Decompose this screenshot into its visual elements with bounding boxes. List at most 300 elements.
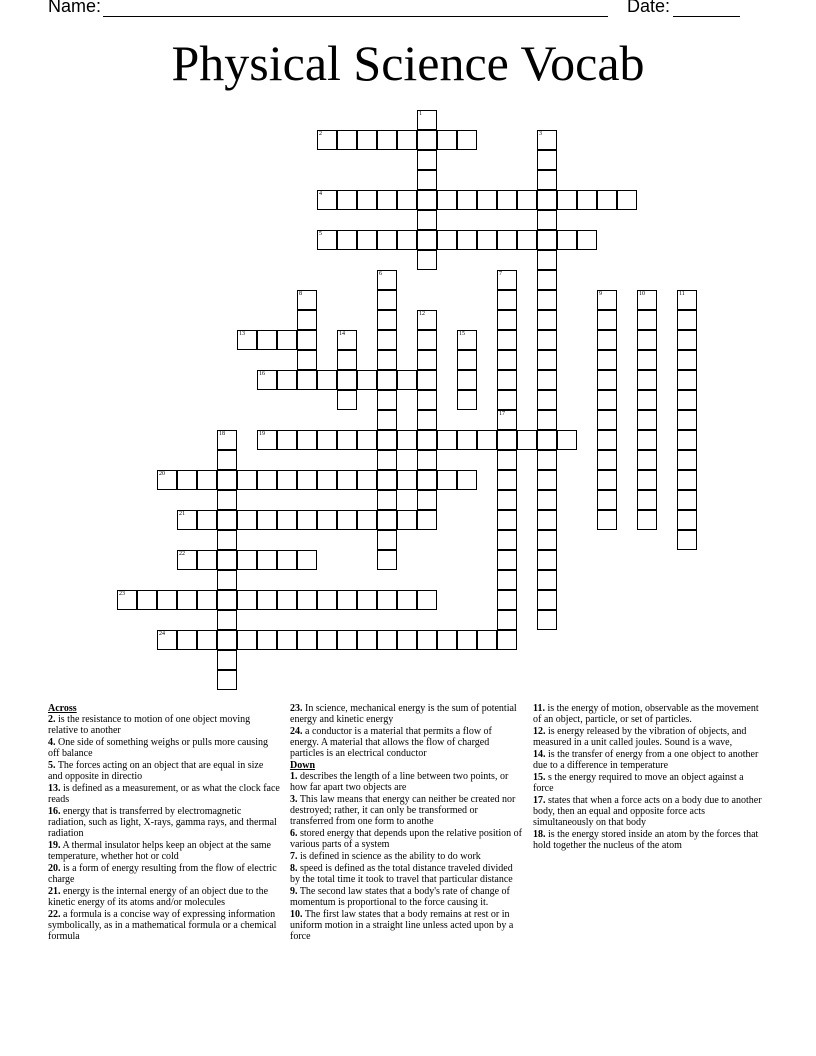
grid-cell[interactable] bbox=[677, 510, 697, 530]
grid-cell[interactable] bbox=[357, 130, 377, 150]
grid-cell[interactable] bbox=[217, 430, 237, 450]
grid-cell[interactable] bbox=[157, 590, 177, 610]
grid-cell[interactable] bbox=[357, 510, 377, 530]
date-label: Date: bbox=[627, 0, 671, 16]
grid-cell[interactable] bbox=[357, 190, 377, 210]
grid-cell[interactable] bbox=[397, 130, 417, 150]
grid-cell[interactable] bbox=[537, 250, 557, 270]
grid-cell[interactable] bbox=[537, 390, 557, 410]
grid-cell[interactable] bbox=[617, 190, 637, 210]
grid-cell[interactable] bbox=[377, 430, 397, 450]
grid-cell[interactable] bbox=[497, 490, 517, 510]
grid-cell[interactable] bbox=[237, 630, 257, 650]
grid-cell[interactable] bbox=[317, 470, 337, 490]
grid-cell[interactable] bbox=[597, 490, 617, 510]
grid-cell[interactable] bbox=[417, 410, 437, 430]
grid-cell[interactable] bbox=[297, 310, 317, 330]
clue-item-text: In science, mechanical energy is the sum of potential energy and kinetic energy bbox=[290, 703, 517, 725]
grid-cell[interactable] bbox=[377, 390, 397, 410]
grid-cell[interactable] bbox=[477, 430, 497, 450]
grid-cell[interactable] bbox=[277, 370, 297, 390]
grid-cell[interactable] bbox=[637, 410, 657, 430]
grid-cell[interactable] bbox=[497, 230, 517, 250]
grid-cell[interactable] bbox=[557, 190, 577, 210]
grid-cell[interactable] bbox=[637, 350, 657, 370]
grid-cell[interactable] bbox=[297, 470, 317, 490]
grid-cell[interactable] bbox=[437, 190, 457, 210]
grid-cell[interactable] bbox=[677, 530, 697, 550]
grid-cell[interactable] bbox=[377, 350, 397, 370]
grid-cell[interactable] bbox=[477, 230, 497, 250]
grid-cell[interactable] bbox=[237, 590, 257, 610]
clue-item-text: is the transfer of energy from a one object to another due to a difference in temperature bbox=[533, 749, 759, 771]
grid-cell[interactable] bbox=[277, 430, 297, 450]
clue-number: 5 bbox=[319, 231, 322, 237]
grid-cell[interactable] bbox=[337, 350, 357, 370]
clue-number: 14 bbox=[339, 331, 345, 337]
grid-cell[interactable] bbox=[257, 590, 277, 610]
grid-cell[interactable] bbox=[497, 530, 517, 550]
grid-cell[interactable] bbox=[257, 630, 277, 650]
grid-cell[interactable] bbox=[497, 370, 517, 390]
grid-cell[interactable] bbox=[377, 630, 397, 650]
grid-cell[interactable] bbox=[597, 430, 617, 450]
grid-cell[interactable] bbox=[497, 190, 517, 210]
grid-cell[interactable] bbox=[137, 590, 157, 610]
grid-cell[interactable] bbox=[417, 190, 437, 210]
grid-cell[interactable] bbox=[577, 190, 597, 210]
clue-item-text: This law means that energy can neither be created nor destroyed; rather, it can only be transformed or transferred from one form to anothe bbox=[290, 794, 516, 827]
clue-number: 13 bbox=[239, 331, 245, 337]
clue-item-number: 2. bbox=[48, 714, 56, 725]
grid-cell[interactable] bbox=[257, 370, 277, 390]
grid-cell[interactable] bbox=[337, 330, 357, 350]
grid-cell[interactable] bbox=[377, 290, 397, 310]
name-label: Name: bbox=[48, 0, 102, 16]
grid-cell[interactable] bbox=[537, 210, 557, 230]
grid-cell[interactable] bbox=[497, 510, 517, 530]
grid-cell[interactable] bbox=[637, 510, 657, 530]
grid-cell[interactable] bbox=[357, 370, 377, 390]
grid-cell[interactable] bbox=[257, 550, 277, 570]
grid-cell[interactable] bbox=[117, 590, 137, 610]
grid-cell[interactable] bbox=[537, 130, 557, 150]
grid-cell[interactable] bbox=[417, 370, 437, 390]
grid-cell[interactable] bbox=[537, 290, 557, 310]
grid-cell[interactable] bbox=[277, 590, 297, 610]
grid-cell[interactable] bbox=[337, 130, 357, 150]
grid-cell[interactable] bbox=[257, 430, 277, 450]
grid-cell[interactable] bbox=[217, 570, 237, 590]
grid-cell[interactable] bbox=[557, 230, 577, 250]
clue-item-number: 9. bbox=[290, 886, 298, 897]
grid-cell[interactable] bbox=[537, 570, 557, 590]
grid-cell[interactable] bbox=[357, 230, 377, 250]
grid-cell[interactable] bbox=[297, 510, 317, 530]
grid-cell[interactable] bbox=[677, 370, 697, 390]
grid-cell[interactable] bbox=[237, 330, 257, 350]
grid-cell[interactable] bbox=[257, 510, 277, 530]
clue-item-text: is the energy stored inside an atom by the forces that hold together the nucleus of the atom bbox=[533, 829, 759, 851]
grid-cell[interactable] bbox=[377, 330, 397, 350]
grid-cell[interactable] bbox=[337, 190, 357, 210]
grid-cell[interactable] bbox=[597, 290, 617, 310]
grid-cell[interactable] bbox=[397, 230, 417, 250]
grid-cell[interactable] bbox=[237, 510, 257, 530]
grid-cell[interactable] bbox=[637, 470, 657, 490]
grid-cell[interactable] bbox=[497, 390, 517, 410]
grid-cell[interactable] bbox=[357, 590, 377, 610]
grid-cell[interactable] bbox=[197, 470, 217, 490]
clue-item-text: speed is defined as the total distance traveled divided by the total time it took to travel that particular distance bbox=[290, 863, 513, 885]
grid-cell[interactable] bbox=[537, 450, 557, 470]
grid-cell[interactable] bbox=[417, 330, 437, 350]
grid-cell[interactable] bbox=[377, 470, 397, 490]
grid-cell[interactable] bbox=[517, 430, 537, 450]
grid-cell[interactable] bbox=[317, 230, 337, 250]
clue-column-1 bbox=[48, 703, 280, 943]
clue-item bbox=[533, 703, 765, 725]
grid-cell[interactable] bbox=[497, 590, 517, 610]
grid-cell[interactable] bbox=[317, 430, 337, 450]
grid-cell[interactable] bbox=[217, 550, 237, 570]
grid-cell[interactable] bbox=[377, 190, 397, 210]
grid-cell[interactable] bbox=[237, 470, 257, 490]
grid-cell[interactable] bbox=[297, 550, 317, 570]
grid-cell[interactable] bbox=[377, 410, 397, 430]
grid-cell[interactable] bbox=[457, 370, 477, 390]
clue-number: 20 bbox=[159, 471, 165, 477]
grid-cell[interactable] bbox=[357, 430, 377, 450]
grid-cell[interactable] bbox=[417, 150, 437, 170]
grid-cell[interactable] bbox=[417, 510, 437, 530]
clue-number: 18 bbox=[219, 431, 225, 437]
grid-cell[interactable] bbox=[217, 630, 237, 650]
grid-cell[interactable] bbox=[337, 510, 357, 530]
grid-cell[interactable] bbox=[417, 310, 437, 330]
grid-cell[interactable] bbox=[397, 630, 417, 650]
grid-cell[interactable] bbox=[397, 430, 417, 450]
grid-cell[interactable] bbox=[677, 430, 697, 450]
grid-cell[interactable] bbox=[317, 510, 337, 530]
grid-cell[interactable] bbox=[597, 470, 617, 490]
grid-cell[interactable] bbox=[457, 130, 477, 150]
grid-cell[interactable] bbox=[217, 650, 237, 670]
grid-cell[interactable] bbox=[637, 390, 657, 410]
grid-cell[interactable] bbox=[377, 550, 397, 570]
clue-number: 23 bbox=[119, 591, 125, 597]
grid-cell[interactable] bbox=[497, 310, 517, 330]
clue-section-heading: Across bbox=[48, 703, 77, 714]
clue-item bbox=[290, 909, 522, 942]
grid-cell[interactable] bbox=[297, 350, 317, 370]
clue-item-text: s the energy required to move an object against a force bbox=[533, 772, 744, 794]
grid-cell[interactable] bbox=[417, 450, 437, 470]
grid-cell[interactable] bbox=[497, 550, 517, 570]
grid-cell[interactable] bbox=[197, 550, 217, 570]
grid-cell[interactable] bbox=[537, 550, 557, 570]
grid-cell[interactable] bbox=[497, 630, 517, 650]
grid-cell[interactable] bbox=[317, 590, 337, 610]
grid-cell[interactable] bbox=[217, 450, 237, 470]
clue-item bbox=[48, 737, 280, 759]
grid-cell[interactable] bbox=[317, 370, 337, 390]
grid-cell[interactable] bbox=[537, 330, 557, 350]
clue-number: 4 bbox=[319, 191, 322, 197]
clue-number: 1 bbox=[419, 111, 422, 117]
grid-cell[interactable] bbox=[497, 610, 517, 630]
grid-cell[interactable] bbox=[337, 630, 357, 650]
grid-cell[interactable] bbox=[357, 630, 377, 650]
grid-cell[interactable] bbox=[457, 470, 477, 490]
grid-cell[interactable] bbox=[217, 610, 237, 630]
grid-cell[interactable] bbox=[217, 670, 237, 690]
grid-cell[interactable] bbox=[297, 370, 317, 390]
grid-cell[interactable] bbox=[537, 150, 557, 170]
grid-cell[interactable] bbox=[397, 190, 417, 210]
grid-cell[interactable] bbox=[377, 230, 397, 250]
grid-cell[interactable] bbox=[637, 290, 657, 310]
grid-cell[interactable] bbox=[437, 470, 457, 490]
grid-cell[interactable] bbox=[437, 130, 457, 150]
grid-cell[interactable] bbox=[177, 630, 197, 650]
clue-item-number: 16. bbox=[48, 806, 61, 817]
grid-cell[interactable] bbox=[417, 490, 437, 510]
grid-cell[interactable] bbox=[597, 190, 617, 210]
grid-cell[interactable] bbox=[237, 550, 257, 570]
clue-item-number: 20. bbox=[48, 863, 61, 874]
grid-cell[interactable] bbox=[537, 470, 557, 490]
grid-cell[interactable] bbox=[597, 510, 617, 530]
grid-cell[interactable] bbox=[417, 390, 437, 410]
grid-cell[interactable] bbox=[677, 350, 697, 370]
grid-cell[interactable] bbox=[497, 410, 517, 430]
grid-cell[interactable] bbox=[537, 410, 557, 430]
grid-cell[interactable] bbox=[177, 510, 197, 530]
grid-cell[interactable] bbox=[417, 130, 437, 150]
grid-cell[interactable] bbox=[537, 310, 557, 330]
grid-cell[interactable] bbox=[377, 270, 397, 290]
clue-item-text: energy that is transferred by electromagnetic radiation, such as light, X-rays, gamma rays, and thermal radiation bbox=[48, 806, 277, 839]
grid-cell[interactable] bbox=[217, 530, 237, 550]
grid-cell[interactable] bbox=[217, 490, 237, 510]
clue-item bbox=[290, 726, 522, 759]
grid-cell[interactable] bbox=[417, 210, 437, 230]
grid-cell[interactable] bbox=[537, 590, 557, 610]
grid-cell[interactable] bbox=[417, 350, 437, 370]
grid-cell[interactable] bbox=[597, 350, 617, 370]
grid-cell[interactable] bbox=[417, 630, 437, 650]
clue-item-number: 5. bbox=[48, 760, 56, 771]
grid-cell[interactable] bbox=[637, 450, 657, 470]
grid-cell[interactable] bbox=[437, 230, 457, 250]
clue-item-number: 14. bbox=[533, 749, 546, 760]
clue-item bbox=[290, 886, 522, 908]
grid-cell[interactable] bbox=[277, 550, 297, 570]
grid-cell[interactable] bbox=[377, 590, 397, 610]
grid-cell[interactable] bbox=[337, 230, 357, 250]
grid-cell[interactable] bbox=[457, 230, 477, 250]
grid-cell[interactable] bbox=[457, 430, 477, 450]
grid-cell[interactable] bbox=[157, 630, 177, 650]
grid-cell[interactable] bbox=[417, 170, 437, 190]
grid-cell[interactable] bbox=[157, 470, 177, 490]
grid-cell[interactable] bbox=[177, 470, 197, 490]
grid-cell[interactable] bbox=[277, 630, 297, 650]
grid-cell[interactable] bbox=[397, 590, 417, 610]
grid-cell[interactable] bbox=[637, 430, 657, 450]
clue-column-2 bbox=[290, 703, 522, 943]
grid-cell[interactable] bbox=[437, 430, 457, 450]
grid-cell[interactable] bbox=[217, 510, 237, 530]
grid-cell[interactable] bbox=[457, 330, 477, 350]
grid-cell[interactable] bbox=[677, 490, 697, 510]
grid-cell[interactable] bbox=[497, 570, 517, 590]
grid-cell[interactable] bbox=[277, 470, 297, 490]
grid-cell[interactable] bbox=[317, 190, 337, 210]
grid-cell[interactable] bbox=[377, 490, 397, 510]
grid-cell[interactable] bbox=[457, 630, 477, 650]
grid-cell[interactable] bbox=[497, 330, 517, 350]
grid-cell[interactable] bbox=[197, 510, 217, 530]
grid-cell[interactable] bbox=[257, 330, 277, 350]
grid-cell[interactable] bbox=[537, 370, 557, 390]
grid-cell[interactable] bbox=[637, 370, 657, 390]
grid-cell[interactable] bbox=[677, 330, 697, 350]
grid-cell[interactable] bbox=[377, 130, 397, 150]
clue-number: 11 bbox=[679, 291, 685, 297]
clue-item bbox=[533, 829, 765, 851]
clue-item bbox=[48, 886, 280, 908]
grid-cell[interactable] bbox=[557, 430, 577, 450]
grid-cell[interactable] bbox=[517, 230, 537, 250]
grid-cell[interactable] bbox=[677, 450, 697, 470]
grid-cell[interactable] bbox=[597, 450, 617, 470]
grid-cell[interactable] bbox=[637, 330, 657, 350]
grid-cell[interactable] bbox=[397, 370, 417, 390]
grid-cell[interactable] bbox=[537, 270, 557, 290]
grid-cell[interactable] bbox=[377, 510, 397, 530]
clue-item bbox=[533, 749, 765, 771]
grid-cell[interactable] bbox=[417, 110, 437, 130]
grid-cell[interactable] bbox=[537, 490, 557, 510]
grid-cell[interactable] bbox=[597, 310, 617, 330]
grid-cell[interactable] bbox=[677, 390, 697, 410]
grid-cell[interactable] bbox=[497, 450, 517, 470]
grid-cell[interactable] bbox=[197, 590, 217, 610]
grid-cell[interactable] bbox=[337, 590, 357, 610]
clue-item bbox=[290, 851, 522, 862]
grid-cell[interactable] bbox=[417, 230, 437, 250]
grid-cell[interactable] bbox=[297, 330, 317, 350]
grid-cell[interactable] bbox=[377, 530, 397, 550]
grid-cell[interactable] bbox=[537, 430, 557, 450]
clue-item-text: is defined in science as the ability to do work bbox=[297, 851, 481, 862]
grid-cell[interactable] bbox=[537, 510, 557, 530]
grid-cell[interactable] bbox=[297, 590, 317, 610]
grid-cell[interactable] bbox=[297, 290, 317, 310]
grid-cell[interactable] bbox=[297, 430, 317, 450]
clue-item-number: 3. bbox=[290, 794, 298, 805]
grid-cell[interactable] bbox=[317, 130, 337, 150]
grid-cell[interactable] bbox=[497, 350, 517, 370]
grid-cell[interactable] bbox=[357, 470, 377, 490]
grid-cell[interactable] bbox=[377, 450, 397, 470]
grid-cell[interactable] bbox=[457, 390, 477, 410]
grid-cell[interactable] bbox=[397, 510, 417, 530]
grid-cell[interactable] bbox=[577, 230, 597, 250]
grid-cell[interactable] bbox=[477, 190, 497, 210]
grid-cell[interactable] bbox=[337, 390, 357, 410]
clue-item-text: stored energy that depends upon the relative position of various parts of a system bbox=[290, 828, 522, 850]
grid-cell[interactable] bbox=[497, 270, 517, 290]
grid-cell[interactable] bbox=[417, 430, 437, 450]
grid-cell[interactable] bbox=[417, 250, 437, 270]
grid-cell[interactable] bbox=[177, 550, 197, 570]
clue-item bbox=[290, 703, 522, 725]
grid-cell[interactable] bbox=[257, 470, 277, 490]
grid-cell[interactable] bbox=[377, 370, 397, 390]
grid-cell[interactable] bbox=[597, 410, 617, 430]
grid-cell[interactable] bbox=[597, 330, 617, 350]
grid-cell[interactable] bbox=[677, 470, 697, 490]
grid-cell[interactable] bbox=[457, 190, 477, 210]
clue-item-text: energy is the internal energy of an object due to the kinetic energy of its atoms and/or molecules bbox=[48, 886, 269, 908]
grid-cell[interactable] bbox=[377, 310, 397, 330]
grid-cell[interactable] bbox=[497, 430, 517, 450]
grid-cell[interactable] bbox=[597, 370, 617, 390]
grid-cell[interactable] bbox=[197, 630, 217, 650]
grid-cell[interactable] bbox=[677, 410, 697, 430]
grid-cell[interactable] bbox=[337, 370, 357, 390]
grid-cell[interactable] bbox=[537, 230, 557, 250]
grid-cell[interactable] bbox=[637, 490, 657, 510]
grid-cell[interactable] bbox=[277, 330, 297, 350]
grid-cell[interactable] bbox=[217, 470, 237, 490]
clue-item bbox=[533, 726, 765, 748]
grid-cell[interactable] bbox=[417, 470, 437, 490]
grid-cell[interactable] bbox=[337, 430, 357, 450]
grid-cell[interactable] bbox=[437, 630, 457, 650]
clue-section-heading: Down bbox=[290, 760, 316, 771]
grid-cell[interactable] bbox=[297, 630, 317, 650]
grid-cell[interactable] bbox=[397, 470, 417, 490]
grid-cell[interactable] bbox=[277, 510, 297, 530]
grid-cell[interactable] bbox=[517, 190, 537, 210]
grid-cell[interactable] bbox=[537, 530, 557, 550]
grid-cell[interactable] bbox=[497, 470, 517, 490]
clue-item-text: a formula is a concise way of expressing information symbolically, as in a mathematical formula or a chemical formula bbox=[48, 909, 277, 942]
grid-cell[interactable] bbox=[177, 590, 197, 610]
grid-cell[interactable] bbox=[677, 290, 697, 310]
grid-cell[interactable] bbox=[317, 630, 337, 650]
grid-cell[interactable] bbox=[217, 590, 237, 610]
grid-cell[interactable] bbox=[597, 390, 617, 410]
grid-cell[interactable] bbox=[497, 290, 517, 310]
clue-item-number: 6. bbox=[290, 828, 298, 839]
grid-cell[interactable] bbox=[677, 310, 697, 330]
grid-cell[interactable] bbox=[537, 610, 557, 630]
grid-cell[interactable] bbox=[457, 350, 477, 370]
grid-cell[interactable] bbox=[417, 590, 437, 610]
grid-cell[interactable] bbox=[537, 170, 557, 190]
clue-number: 22 bbox=[179, 551, 185, 557]
grid-cell[interactable] bbox=[537, 190, 557, 210]
grid-cell[interactable] bbox=[337, 470, 357, 490]
grid-cell[interactable] bbox=[477, 630, 497, 650]
grid-cell[interactable] bbox=[637, 310, 657, 330]
grid-cell[interactable] bbox=[537, 350, 557, 370]
